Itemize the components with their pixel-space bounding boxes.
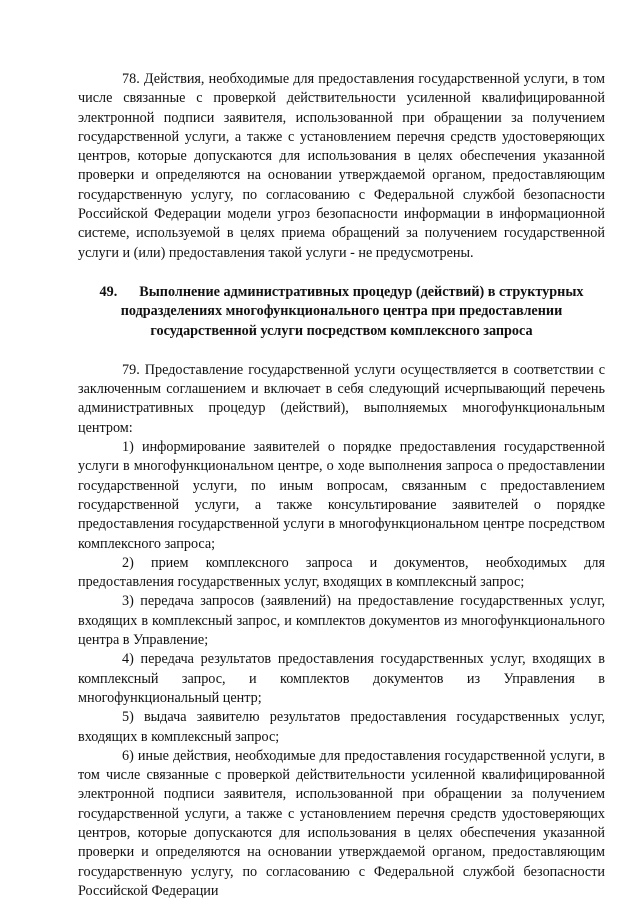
section-49-heading — [78, 283, 605, 341]
document-body — [78, 70, 605, 901]
list-item: 3) передача запросов (заявлений) на предоставление государственных услуг, входящих в комплексный запрос, и комплектов документов из многофункционального центра в Управление; — [78, 593, 605, 649]
list-item: 2) прием комплексного запроса и документов, необходимых для предоставления государственных услуг, входящих в комплексный запрос; — [78, 554, 605, 591]
list-item: 1) информирование заявителей о порядке предоставления государственной услуги в многофункциональном центре, о ходе выполнения запроса о предоставлении государственной услуги, по иным вопросам, связанным с предоставлением государственной услуги, а также консультирование заявителей о порядке предоставления государственной услуги в многофункциональном центре посредством комплексного запроса; — [78, 439, 605, 552]
list-item: 4) передача результатов предоставления государственных услуг, входящих в комплексный запрос, и комплектов документов из Управления в многофункциональный центр; — [78, 651, 605, 706]
section-49-title: Выполнение административных процедур (действий) в структурных подразделениях многофункционального центра при предоставлении государственной услуги посредством комплексного запроса — [120, 283, 584, 339]
paragraph-79: 79. Предоставление государственной услуги осуществляется в соответствии с заключенным соглашением и включает в себя следующий исчерпывающий перечень административных процедур (действий), выполняемых многофункциональным центром: — [78, 361, 605, 436]
paragraph-78: 78. Действия, необходимые для предоставления государственной услуги, в том числе связанные с проверкой действительности усиленной квалифицированной электронной подписи заявителя, использованной при обращении за получением государственной услуги, а также с установлением перечня средств удостоверяющих центров, которые допускаются для использования в целях обеспечения указанной проверки и определяются на основании утверждаемой органом, предоставляющим государственную услугу, по согласованию с Федеральной службой безопасности Российской Федерации модели угроз безопасности информации в информационной системе, используемой в целях приема обращений за получением государственной услуги и (или) предоставления такой услуги - не предусмотрены. — [78, 71, 605, 261]
list-item: 6) иные действия, необходимые для предоставления государственной услуги, в том числе связанные с проверкой действительности усиленной квалифицированной электронной подписи заявителя, использованной при обращении за получением государственной услуги, а также с установлением перечня средств удостоверяющих центров, которые допускаются для использования в целях обеспечения указанной проверки и определяются на основании утверждаемой органом, предоставляющим государственную услугу, по согласованию с Федеральной службой безопасности Российской Федерации — [78, 747, 605, 899]
list-item: 5) выдача заявителю результатов предоставления государственных услуг, входящих в комплексный запрос; — [78, 709, 605, 745]
section-49-number: 49. — [99, 283, 118, 300]
